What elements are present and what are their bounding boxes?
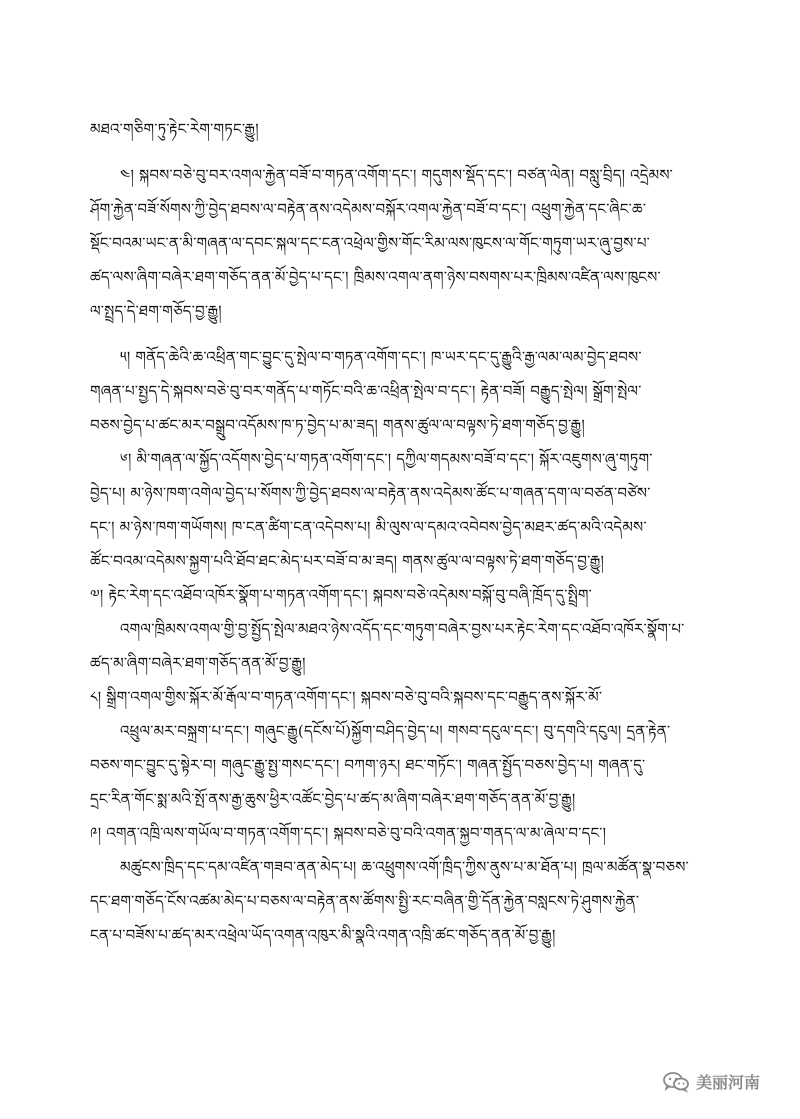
text-line: དང་ཐག་གཅོད་ངོས་འཚམ་མེད་པ་བཅས་ལ་བརྟེན་ནས་ཚོགས་སྤྱི་རང་བཞིན་གྱི་དོན་རྐྱེན་བསླངས་ཏེ་ཤུགས་རྐྱེན་ [90,892,640,910]
text-line: འགལ་ཁྲིམས་འགལ་གྱི་བྱ་སྤྱོད་སྤེལ་མཐའ་ཉེས་འདོད་དང་གཏུག་བཞེར་བྱས་པར་རྟེང་རེག་དང་འཐོབ་འཁོར་སྣོག་པ་ [120,620,685,638]
text-line: ཤོག་རྐྱེན་བཟོ་སོགས་ཀྱི་བྱེད་ཐབས་ལ་བརྟེན་ནས་འདེམས་བསྐོར་འགལ་རྐྱེན་བཟོ་བ་དང་། འཕྲུག་རྐྱེན་དང་ཞིང་ཆ་ [90,200,647,218]
text-line: མཚུངས་ཁྲིད་དང་དམ་འཛིན་གཟབ་ནན་མེད་པ། ཆ་འཕྲུགས་འགོ་ཁྲིད་ཀྱིས་ནུས་པ་མ་ཐོན་པ། ཁྲལ་མཚོན་སྣ་བཅས་ [120,858,689,876]
wechat-icon [662,1071,690,1093]
text-line: བཅས་གང་བྱུང་དུ་སྟེར་བ། གཞུང་རྒྱུ་སྤྱ་གསང་དང་། བཀག་ཉར། ཐང་གཏོང་། གཞན་སྤྱོད་བཅས་བྱེད་པ། གཞན་དུ་ [90,756,646,774]
document-body [90,112,710,986]
text-line: དང་། མ་ཉེས་ཁག་གཡོགས། ཁ་ངན་ཚིག་ངན་འདེབས་པ། མི་ལུས་ལ་དམའ་འབེབས་བྱེད་མཐར་ཚད་མའི་འདེམས་ [90,518,647,536]
text-line: ༥། གནོད་ཆེའི་ཆ་འཕྲིན་གང་བྱུང་དུ་སྤེལ་བ་གཏན་འགོག་དང་། ཁ་ཡར་དང་དུ་རྒྱུའི་རྒྱ་ལམ་ལམ་བྱེད་ཐབས་ [120,348,642,366]
text-line: ཚད་ལས་ཞིག་བཞེར་ཐག་གཅོད་ནན་མོ་བྱེད་པ་དང་། ཁྲིམས་འགལ་ནག་ཉེས་བསགས་པར་ཁྲིམས་འཛིན་ལས་ཁུངས་ [90,268,661,286]
text-line: ཚོང་བའམ་འདེམས་སྐྱག་པའི་ཐོབ་ཐང་མེད་པར་བཟོ་བ་མ་ཟད། གནས་ཚུལ་ལ་བལྟས་ཏེ་ཐག་གཅོད་བྱ་རྒྱུ། [90,552,605,570]
text-line: ༦། མི་གཞན་ལ་སྐྱོད་འདོགས་བྱེད་པ་གཏན་འགོག་དང་། དཀྱིལ་གདམས་བཟོ་བ་དང་། སྐོར་འཇུགས་ཞུ་གཏུག་ [120,450,653,468]
text-line: དྲང་རིན་གོང་སྨ་མའི་སྤོ་ནས་རྒྱ་ཆུས་ཕྱིར་འཚོང་བྱེད་པ་ཚད་མ་ཞིག་བཞེར་ཐག་གཅོད་ནན་མོ་བྱ་རྒྱུ། [90,790,576,808]
text-line [90,952,710,986]
text-line: བྱེད་པ། མ་ཉེས་ཁག་འགེལ་བྱེད་པ་སོགས་ཀྱི་བྱེད་ཐབས་ལ་བརྟེན་ནས་འདེམས་ཚོང་པ་གཞན་དག་ལ་བཙན་བཙེས་ [90,484,651,502]
text-line: སྡོང་བའམ་ཡང་ན་མི་གཞན་ལ་དབང་སྐལ་དང་ངན་འཕྲེལ་གྱིས་གོང་རིམ་ལས་ཁུངས་ལ་གོང་གཏུག་ཡར་ཞུ་བྱས་པ་ [90,234,651,252]
text-line: ༧། རྟེང་རེག་དང་འཐོབ་འཁོར་སྣོག་པ་གཏན་འགོག་དང་། སྐབས་བཅེ་འདེམས་བསྐོ་བུ་བཞི་ཁྲོད་དུ་སྤྲིག་ [90,586,593,604]
text-line: ༩། འགན་འཁྲི་ལས་གཡོལ་བ་གཏན་འགོག་དང་། སྐབས་བཅེ་བུ་བའི་འགན་སྐྱབ་གནད་ལ་མ་ཞེལ་བ་དང་། [90,824,607,842]
text-line: ༨། སྒྲིག་འགལ་གྱིས་སྐོར་མོ་རྒོལ་བ་གཏན་འགོག་དང་། སྐབས་བཅེ་བུ་བའི་སྐབས་དང་བརྒྱུད་ནས་སྐོར་མོ་ [90,688,603,706]
text-line: གཞན་པ་སྤྱད་དེ་སྐབས་བཅེ་བུ་བར་གནོད་པ་གཏོང་བའི་ཆ་འཕྲིན་སྤེལ་བ་དང་། རྟེན་བཟོ། བརྒྱུད་སྤེལ། སྒྲོག་སྤེལ་ [90,382,642,400]
text-line: བཅས་བྱེད་པ་ཚང་མར་བསྒྲུབ་འདོམས་ཁ་ཏ་བྱེད་པ་མ་ཟད། གནས་ཚུལ་ལ་བལྟས་ཏེ་ཐག་གཅོད་བྱ་རྒྱུ། [90,416,585,434]
text-line: མཐའ་གཅིག་ཏུ་རྟེང་རེག་གཏང་རྒྱུ། [90,120,259,138]
text-line: ༤། སྐབས་བཅེ་བུ་བར་འགལ་རྐྱེན་བཟོ་བ་གཏན་འགོག་དང་། གདུགས་སྡོད་དང་། བཙན་ལེན། བསླུ་བྲིད། འདྲེམས་ [120,166,674,184]
text-line: ངན་པ་བཟོས་པ་ཚད་མར་འཕྲེལ་ཡོད་འགན་འཁུར་མི་སྣའི་འགན་འཁྲི་ཚང་གཅོད་ནན་མོ་བྱ་རྒྱུ། [90,926,556,944]
watermark-text: 美丽河南 [695,1075,760,1092]
text-line: འཕྲུལ་མར་བསྐྲག་པ་དང་། གཞུང་རྒྱུ(དངོས་པོ)སྐྱོག་བཤིད་བྱེད་པ། གསབ་དངུལ་དང་། བུ་དགའི་དངུལ། དྲན་རྟེན་ [120,722,671,740]
text-line: ཚད་མ་ཞིག་བཞེར་ཐག་གཅོད་ནན་མོ་བྱ་རྒྱུ། [90,654,306,672]
text-line: ལ་སྤྲད་དེ་ཐག་གཅོད་བྱ་རྒྱུ། [90,302,222,320]
watermark [662,1070,760,1093]
